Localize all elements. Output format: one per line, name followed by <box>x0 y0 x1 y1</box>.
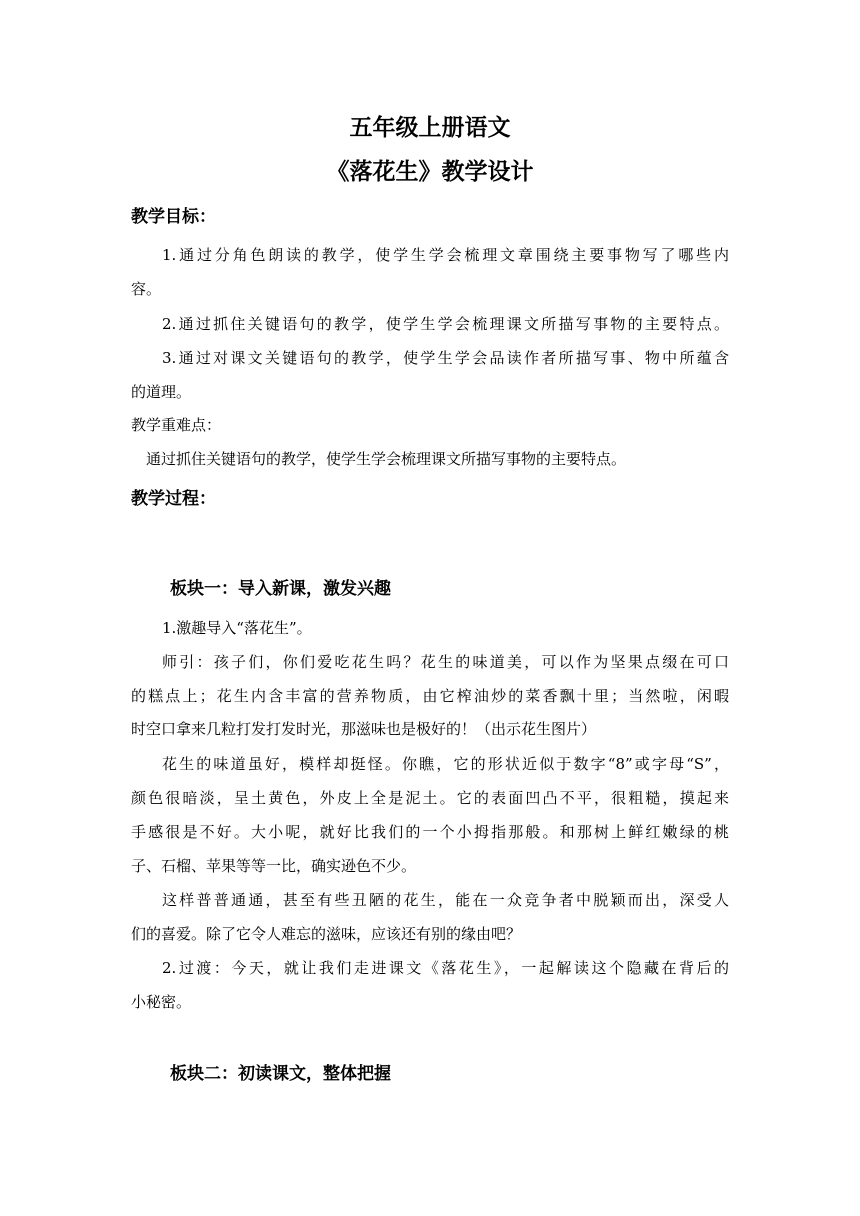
process-heading: 教学过程： <box>131 489 216 509</box>
document-title-lesson: 《落花生》教学设计 <box>326 159 534 185</box>
objective-2: 2.通过抓住关键语句的教学，使学生学会梳理课文所描写事物的主要特点。 <box>162 315 729 333</box>
document-title-grade: 五年级上册语文 <box>349 115 511 141</box>
block1-paragraph-5-line-1: 2.过渡：今天，就让我们走进课文《落花生》，一起解读这个隐藏在背后的 <box>162 959 729 977</box>
key-points-text: 通过抓住关键语句的教学，使学生学会梳理课文所描写事物的主要特点。 <box>146 450 627 468</box>
key-points-label: 教学重难点： <box>131 416 222 434</box>
objective-3-line-2: 的道理。 <box>131 383 192 401</box>
block1-paragraph-2-line-3: 时空口拿来几粒打发打发时光，那滋味也是极好的！（出示花生图片） <box>131 720 597 738</box>
block1-paragraph-3-line-1: 花生的味道虽好，模样却挺怪。你瞧，它的形状近似于数字“8”或字母“S”， <box>162 755 729 773</box>
block1-paragraph-5-line-2: 小秘密。 <box>131 993 192 1011</box>
block1-paragraph-2-line-2: 的糕点上；花生内含丰富的营养物质，由它榨油炒的菜香飘十里；当然啦，闲暇 <box>131 687 729 705</box>
objective-1-line-1: 1.通过分角色朗读的教学，使学生学会梳理文章围绕主要事物写了哪些内 <box>162 246 729 264</box>
block1-paragraph-2-line-1: 师引：孩子们，你们爱吃花生吗？花生的味道美，可以作为坚果点缀在可口 <box>162 653 729 671</box>
objective-1-line-2: 容。 <box>131 280 162 298</box>
objectives-heading: 教学目标： <box>131 207 216 227</box>
block2-heading: 板块二：初读课文，整体把握 <box>170 1064 391 1084</box>
block1-paragraph-3-line-4: 子、石榴、苹果等等一比，确实逊色不少。 <box>131 857 417 875</box>
block1-paragraph-3-line-3: 手感很是不好。大小呢，就好比我们的一个小拇指那般。和那树上鲜红嫩绿的桃 <box>131 823 729 841</box>
block1-paragraph-4-line-1: 这样普普通通，甚至有些丑陋的花生，能在一众竞争者中脱颖而出，深受人 <box>162 891 729 909</box>
block1-heading: 板块一：导入新课，激发兴趣 <box>170 579 391 599</box>
block1-paragraph-4-line-2: 们的喜爱。除了它令人难忘的滋味，应该还有别的缘由吧？ <box>131 925 522 943</box>
block1-paragraph-3-line-2: 颜色很暗淡，呈土黄色，外皮上全是泥土。它的表面凹凸不平，很粗糙，摸起来 <box>131 789 729 807</box>
block1-paragraph-1: 1.激趣导入“落花生”。 <box>162 619 312 637</box>
objective-3-line-1: 3.通过对课文关键语句的教学，使学生学会品读作者所描写事、物中所蕴含 <box>162 349 729 367</box>
